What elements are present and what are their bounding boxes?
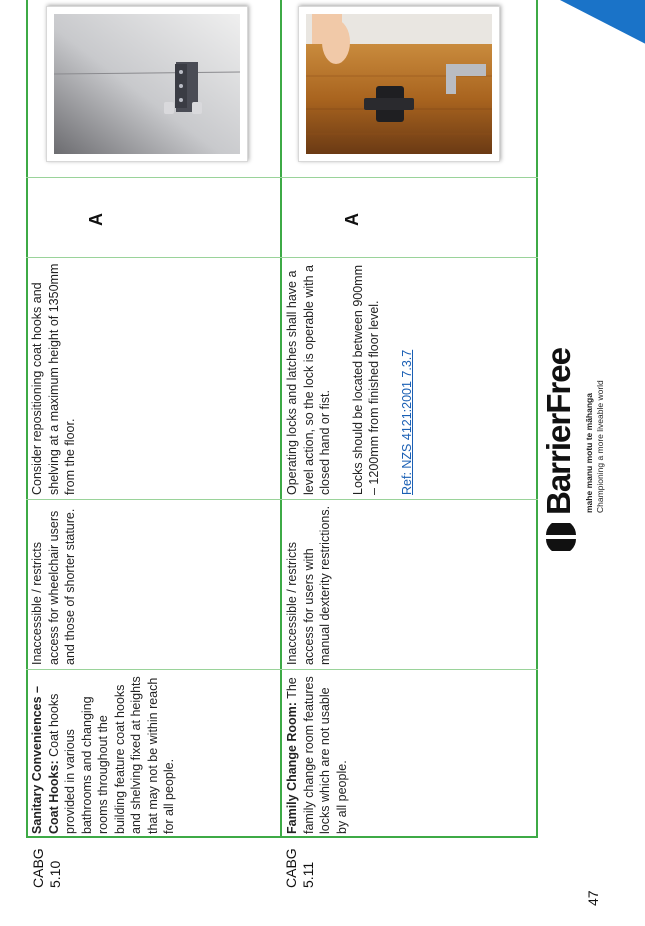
row-2-ref-number: 5.11 — [300, 861, 316, 888]
row-1-recommendation — [29, 263, 79, 495]
row-2-ref-code: CABG — [283, 848, 299, 888]
logo-brand-text: BarrierFree — [540, 348, 577, 515]
row-1-ref-code: CABG — [30, 848, 46, 888]
row-2-finding — [284, 674, 350, 834]
row-2-finding-title: Family Change Room: — [285, 702, 299, 834]
row-2-ref — [283, 848, 317, 888]
logo-mark-icon — [544, 523, 578, 551]
row-1-grade: A — [86, 213, 106, 226]
row-2-grade: A — [342, 213, 362, 226]
row-1-finding — [29, 674, 178, 834]
row-1-impact: Inaccessible / restricts access for wheelchair users and those of shorter stature. — [30, 508, 77, 665]
logo-tagline-maori: mahe manu motu te māhanga — [584, 393, 594, 513]
row-1-ref-number: 5.10 — [47, 860, 63, 888]
barrierfree-logo — [540, 221, 610, 551]
row-2-recommendation-text-2: Locks should be located between 900mm – 1200mm from finished floor level. — [350, 264, 381, 495]
door-lock-photo — [298, 6, 500, 162]
row-2-finding-text: The family change room features locks which are not usable by all people. — [285, 676, 349, 834]
coat-hook-photo — [46, 6, 248, 162]
row-2-standard-reference-link[interactable]: Ref: NZS 4121:2001 7.3.7 — [399, 349, 414, 495]
findings-table — [26, 0, 538, 838]
page-number: 47 — [585, 890, 601, 906]
row-1-finding-title: Sanitary Conveniences – Coat Hooks: — [30, 686, 61, 834]
logo-tagline-english: Championing a more liveable world — [595, 380, 605, 513]
row-1-finding-text: Coat hooks provided in various bathrooms and changing rooms throughout the building feature coat hooks and shelving fixed at heights that may not be within reach for all people. — [46, 676, 176, 834]
row-2-recommendation-text-1: Operating locks and latches shall have a level action, so the lock is operable with a closed hand or fist. — [285, 265, 332, 495]
row-1-ref — [30, 848, 64, 888]
row-2-recommendation — [284, 263, 415, 495]
row-2-impact: Inaccessible / restricts access for users with manual dexterity restrictions. — [285, 505, 332, 665]
row-1-recommendation-text: Consider repositioning coat hooks and shelving at a maximum height of 1350mm from the floor. — [30, 263, 77, 495]
